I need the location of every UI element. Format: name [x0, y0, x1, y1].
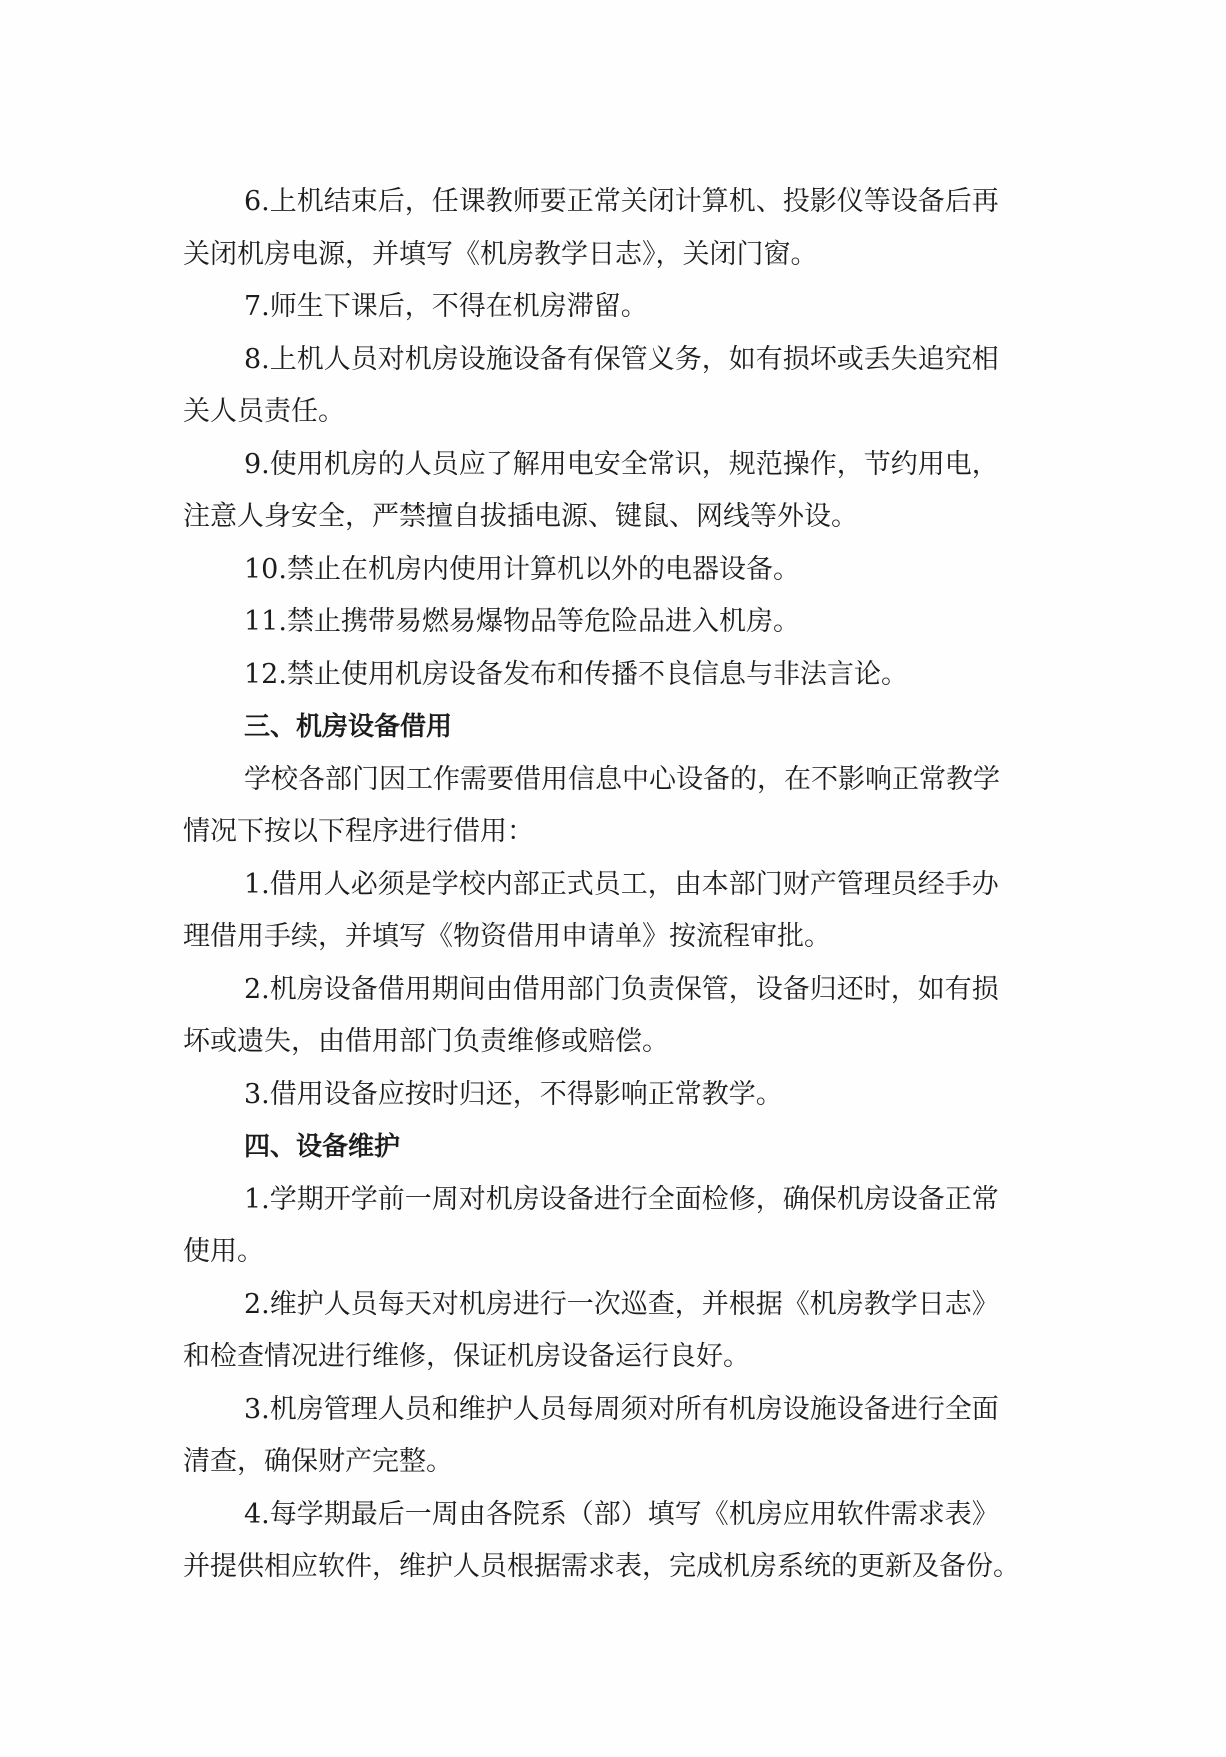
section-heading: 四、设备维护 [244, 1132, 401, 1162]
text-line: 1.借用人必须是学校内部正式员工，由本部门财产管理员经手办 [244, 868, 999, 900]
text-line: 学校各部门因工作需要借用信息中心设备的，在不影响正常教学 [244, 763, 1000, 795]
text-line: 理借用手续，并填写《物资借用申请单》按流程审批。 [183, 921, 831, 952]
text-line: 关闭机房电源，并填写《机房教学日志》，关闭门窗。 [183, 238, 818, 270]
document-body [183, 176, 1083, 1594]
section-heading: 三、机房设备借用 [244, 712, 453, 742]
text-line: 关人员责任。 [183, 396, 345, 427]
text-line: 4.每学期最后一周由各院系（部）填写《机房应用软件需求表》 [244, 1498, 999, 1530]
text-line: 8.上机人员对机房设施设备有保管义务，如有损坏或丢失追究相 [244, 343, 999, 375]
text-line: 和检查情况进行维修，保证机房设备运行良好。 [183, 1341, 750, 1372]
text-line: 清查，确保财产完整。 [183, 1446, 453, 1477]
text-line: 10.禁止在机房内使用计算机以外的电器设备。 [244, 553, 800, 585]
text-line: 使用。 [183, 1236, 264, 1267]
text-line: 2.机房设备借用期间由借用部门负责保管，设备归还时，如有损 [244, 973, 999, 1005]
text-line: 并提供相应软件，维护人员根据需求表，完成机房系统的更新及备份。 [183, 1551, 1020, 1582]
text-line: 坏或遗失，由借用部门负责维修或赔偿。 [183, 1026, 669, 1057]
text-line: 2.维护人员每天对机房进行一次巡查，并根据《机房教学日志》 [244, 1288, 999, 1320]
text-line: 注意人身安全，严禁擅自拔插电源、键鼠、网线等外设。 [183, 501, 858, 532]
text-line: 7.师生下课后，不得在机房滞留。 [244, 291, 648, 322]
text-line: 11.禁止携带易燃易爆物品等危险品进入机房。 [244, 606, 800, 637]
text-line: 3.机房管理人员和维护人员每周须对所有机房设施设备进行全面 [244, 1393, 999, 1425]
text-line: 1.学期开学前一周对机房设备进行全面检修，确保机房设备正常 [244, 1183, 999, 1215]
text-line: 情况下按以下程序进行借用： [183, 816, 534, 847]
text-line: 6.上机结束后，任课教师要正常关闭计算机、投影仪等设备后再 [244, 186, 999, 217]
text-line: 9.使用机房的人员应了解用电安全常识，规范操作，节约用电， [244, 448, 999, 480]
text-line: 3.借用设备应按时归还，不得影响正常教学。 [244, 1078, 783, 1110]
text-line: 12.禁止使用机房设备发布和传播不良信息与非法言论。 [244, 658, 908, 690]
